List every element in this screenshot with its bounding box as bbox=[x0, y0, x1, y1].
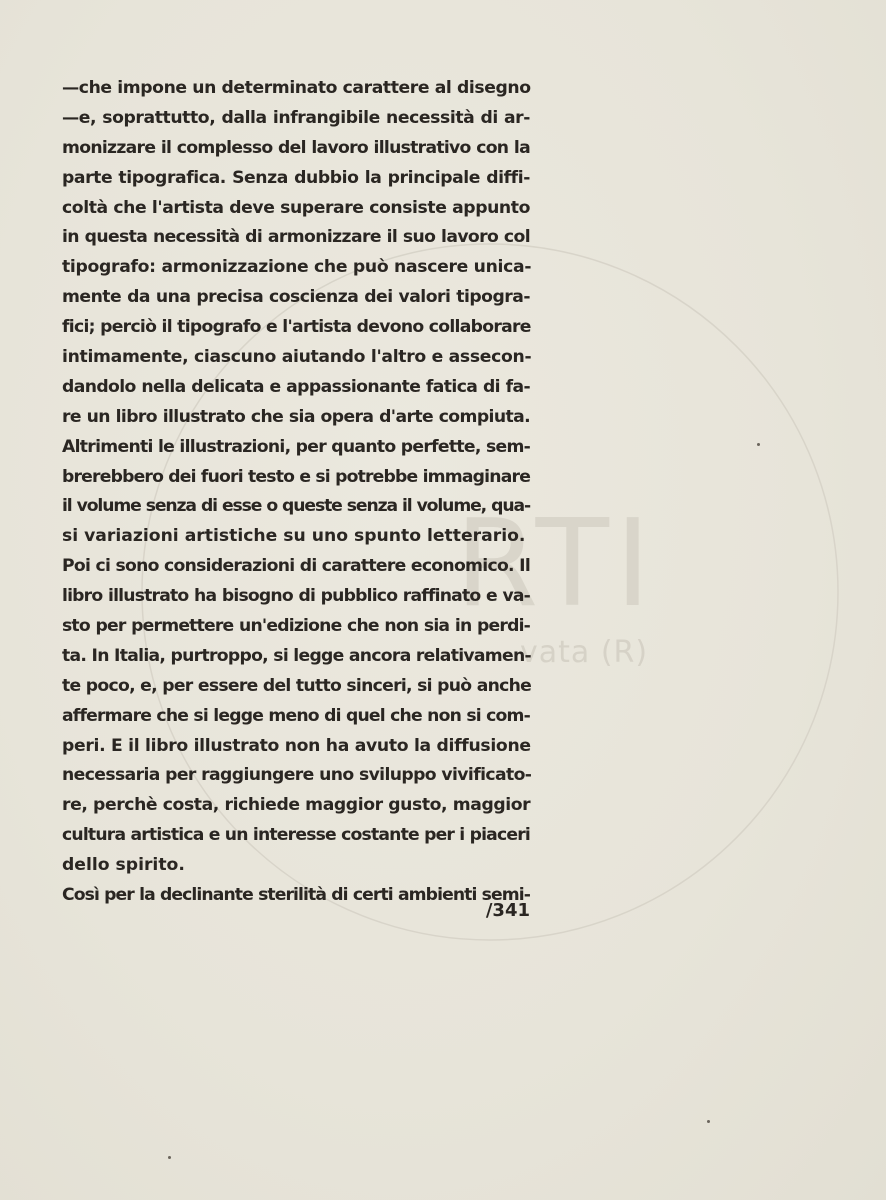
text-line: —che impone un determinato carattere al disegno bbox=[62, 78, 531, 98]
text-line: fici; perciò il tipografo e l'artista devono collaborare bbox=[62, 317, 531, 338]
text-line: si variazioni artistiche su uno spunto letterario. bbox=[62, 526, 526, 547]
text-line: sto per permettere un'edizione che non sia in perdi- bbox=[62, 616, 530, 637]
text-line: Altrimenti le illustrazioni, per quanto perfette, sem- bbox=[62, 436, 531, 457]
text-line: parte tipografica. Senza dubbio la principale diffi- bbox=[62, 167, 530, 188]
text-line: dandolo nella delicata e appassionante fatica di fa- bbox=[62, 376, 530, 397]
watermark-sub-text: vata (R) bbox=[520, 635, 649, 670]
text-line: brerebbero dei fuori testo e si potrebbe immaginare bbox=[62, 466, 531, 487]
text-line: dello spirito. bbox=[62, 855, 185, 876]
body-text bbox=[62, 74, 530, 911]
text-line: cultura artistica e un interesse costante per i piaceri bbox=[62, 825, 530, 846]
text-line: re, perchè costa, richiede maggior gusto, maggior bbox=[62, 795, 531, 816]
text-line: —e, soprattutto, dalla infrangibile necessità di ar- bbox=[62, 107, 530, 128]
text-line: tipografo: armonizzazione che può nascere unica- bbox=[62, 257, 532, 278]
paper-speck bbox=[168, 1156, 171, 1159]
text-line: affermare che si legge meno di quel che non si com- bbox=[62, 705, 530, 726]
text-line: peri. E il libro illustrato non ha avuto la diffusione bbox=[62, 735, 531, 756]
text-line: monizzare il complesso del lavoro illustrativo con la bbox=[62, 137, 530, 158]
text-line: Così per la declinante sterilità di certi ambienti semi- bbox=[62, 885, 530, 906]
text-line: in questa necessità di armonizzare il suo lavoro col bbox=[62, 227, 530, 248]
text-line: coltà che l'artista deve superare consiste appunto bbox=[62, 197, 530, 218]
watermark-main-text: RTI bbox=[455, 495, 657, 634]
text-line: te poco, e, per essere del tutto sinceri, si può anche bbox=[62, 675, 532, 696]
paper-speck bbox=[707, 1120, 710, 1123]
text-line: re un libro illustrato che sia opera d'arte compiuta. bbox=[62, 406, 530, 427]
page-number: /341 bbox=[485, 900, 530, 921]
text-line: mente da una precisa coscienza dei valori tipogra- bbox=[62, 287, 530, 308]
text-line: Poi ci sono considerazioni di carattere economico. Il bbox=[62, 556, 531, 577]
text-line: necessaria per raggiungere uno sviluppo vivificato- bbox=[62, 765, 532, 786]
paper-speck bbox=[757, 443, 760, 446]
text-line: intimamente, ciascuno aiutando l'altro e assecon- bbox=[62, 347, 532, 368]
text-line: ta. In Italia, purtroppo, si legge ancora relativamen- bbox=[62, 645, 531, 666]
text-line: il volume senza di esse o queste senza il volume, qua- bbox=[62, 496, 530, 517]
text-line: libro illustrato ha bisogno di pubblico raffinato e va- bbox=[62, 586, 530, 607]
